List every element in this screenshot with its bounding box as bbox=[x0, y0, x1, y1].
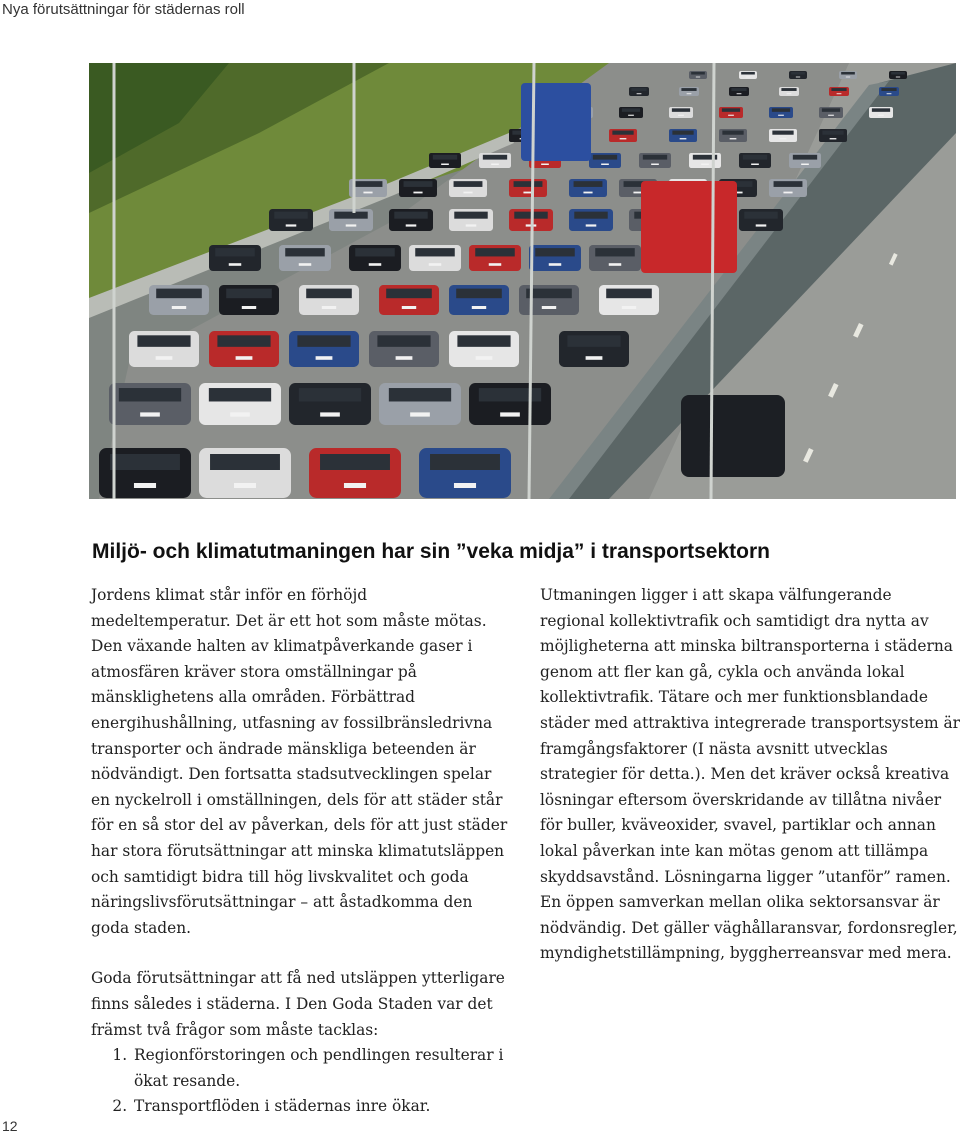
license-plate-shape bbox=[463, 192, 472, 194]
license-plate-shape bbox=[134, 483, 156, 488]
license-plate-shape bbox=[344, 483, 366, 488]
car-window-shape bbox=[334, 212, 367, 219]
bus-shape bbox=[521, 83, 591, 161]
car-window-shape bbox=[822, 108, 840, 112]
car-window-shape bbox=[793, 155, 817, 160]
license-plate-shape bbox=[500, 412, 520, 416]
license-plate-shape bbox=[746, 77, 750, 78]
car-window-shape bbox=[433, 155, 457, 160]
car-window-shape bbox=[772, 131, 793, 135]
license-plate-shape bbox=[730, 138, 737, 139]
car-window-shape bbox=[285, 248, 325, 256]
license-plate-shape bbox=[583, 192, 592, 194]
license-plate-shape bbox=[472, 306, 486, 309]
car-window-shape bbox=[355, 248, 395, 256]
numbered-list bbox=[91, 1043, 511, 1120]
license-plate-shape bbox=[489, 263, 501, 266]
license-plate-shape bbox=[406, 224, 417, 226]
car-window-shape bbox=[479, 388, 541, 401]
license-plate-shape bbox=[402, 306, 416, 309]
car-window-shape bbox=[137, 335, 190, 347]
car-window-shape bbox=[881, 88, 896, 91]
right-paragraph: Utmaningen ligger i att skapa välfungerande regional kollektivtrafik och samtidigt dra nytta av möjligheterna att minska biltransporterna i städerna genom att fler kan gå, cykla och använda lokal kollektivtrafik. Tätare och mer funktionsblandade städer med attraktiva integrerade transportsystem är framgångsfaktorer (I nästa avsnitt utvecklas strategier för detta.). Men det kräver också kreativa lösningar eftersom överskridande av tillåtna nivåer för buller, kväveoxider, svavel, partiklar och annan lokal påverkan inte kan mötas genom att tillämpa skyddsavstånd. Lösningarna ligger ”utanför” ramen. En öppen samverkan mellan olika sektorsansvar är nödvändig. Det gäller väghållaransvar, fordonsregler, myndighetstillämpning, byggherreansvar med mera. bbox=[540, 586, 960, 963]
license-plate-shape bbox=[542, 306, 556, 309]
license-plate-shape bbox=[696, 77, 700, 78]
car-window-shape bbox=[320, 454, 390, 470]
license-plate-shape bbox=[242, 306, 256, 309]
license-plate-shape bbox=[156, 356, 173, 360]
car-window-shape bbox=[841, 72, 855, 75]
car-window-shape bbox=[475, 248, 515, 256]
car-window-shape bbox=[156, 289, 202, 299]
license-plate-shape bbox=[620, 138, 627, 139]
running-header: Nya förutsättningar för städernas roll bbox=[2, 1, 245, 18]
car-window-shape bbox=[454, 212, 487, 219]
license-plate-shape bbox=[628, 115, 634, 116]
license-plate-shape bbox=[678, 115, 684, 116]
car-window-shape bbox=[593, 155, 617, 160]
license-plate-shape bbox=[737, 93, 742, 94]
license-plate-shape bbox=[363, 192, 372, 194]
page-number: 12 bbox=[2, 1118, 18, 1134]
license-plate-shape bbox=[299, 263, 311, 266]
license-plate-shape bbox=[837, 93, 842, 94]
license-plate-shape bbox=[728, 115, 734, 116]
traffic-photo bbox=[89, 63, 956, 499]
car-window-shape bbox=[567, 335, 620, 347]
license-plate-shape bbox=[586, 356, 603, 360]
license-plate-shape bbox=[466, 224, 477, 226]
car-window-shape bbox=[744, 212, 777, 219]
car-window-shape bbox=[215, 248, 255, 256]
car-window-shape bbox=[217, 335, 270, 347]
car-window-shape bbox=[612, 131, 633, 135]
license-plate-shape bbox=[410, 412, 430, 416]
car-window-shape bbox=[483, 155, 507, 160]
license-plate-shape bbox=[796, 77, 800, 78]
license-plate-shape bbox=[687, 93, 692, 94]
license-plate-shape bbox=[316, 356, 333, 360]
license-plate-shape bbox=[637, 93, 642, 94]
car-window-shape bbox=[306, 289, 352, 299]
car-window-shape bbox=[772, 108, 790, 112]
car-window-shape bbox=[209, 388, 271, 401]
car-window-shape bbox=[631, 88, 646, 91]
car-window-shape bbox=[672, 131, 693, 135]
car-window-shape bbox=[457, 335, 510, 347]
car-window-shape bbox=[354, 181, 383, 187]
car-window-shape bbox=[743, 155, 767, 160]
article-heading: Miljö- och klimatutmaningen har sin ”veka midja” i transportsektorn bbox=[92, 540, 770, 563]
car-window-shape bbox=[404, 181, 433, 187]
car-window-shape bbox=[535, 248, 575, 256]
left-paragraph-1: Jordens klimat står inför en förhöjd medeltemperatur. Det är ett hot som måste mötas. Den växande halten av klimatpåverkande gaser i atmosfären kräver stora omställningar på mänsklighetens alla områden. Förbättrad energihushållning, utfasning av fossilbränsledrivna transporter och ändrade mänskliga beteenden är nödvändigt. Den fortsatta stadsutvecklingen spelar en nyckelroll i omställningen, dels för att städer står för en så stor del av påverkan, dels för att just städer har stora förutsättningar att minska klimatutsläppen och samtidigt bidra till hög livskvalitet och goda näringslivsförutsättningar – att åstadkomma den goda staden. bbox=[91, 586, 508, 937]
car-window-shape bbox=[595, 248, 635, 256]
license-plate-shape bbox=[369, 263, 381, 266]
car-window-shape bbox=[791, 72, 805, 75]
license-plate-shape bbox=[234, 483, 256, 488]
license-plate-shape bbox=[549, 263, 561, 266]
license-plate-shape bbox=[783, 192, 792, 194]
car-window-shape bbox=[781, 88, 796, 91]
license-plate-shape bbox=[140, 412, 160, 416]
car-window-shape bbox=[454, 181, 483, 187]
license-plate-shape bbox=[896, 77, 900, 78]
car-window-shape bbox=[389, 388, 451, 401]
car-window-shape bbox=[722, 108, 740, 112]
car-window-shape bbox=[731, 88, 746, 91]
car-shape bbox=[681, 395, 785, 477]
license-plate-shape bbox=[429, 263, 441, 266]
car-window-shape bbox=[672, 108, 690, 112]
license-plate-shape bbox=[541, 164, 549, 166]
car-window-shape bbox=[622, 108, 640, 112]
license-plate-shape bbox=[346, 224, 357, 226]
license-plate-shape bbox=[609, 263, 621, 266]
license-plate-shape bbox=[756, 224, 767, 226]
license-plate-shape bbox=[887, 93, 892, 94]
car-window-shape bbox=[722, 131, 743, 135]
list-item: 2. Transportflöden i städernas inre ökar. bbox=[132, 1094, 511, 1120]
car-window-shape bbox=[377, 335, 430, 347]
license-plate-shape bbox=[454, 483, 476, 488]
car-window-shape bbox=[456, 289, 502, 299]
license-plate-shape bbox=[286, 224, 297, 226]
license-plate-shape bbox=[828, 115, 834, 116]
car-window-shape bbox=[774, 181, 803, 187]
car-window-shape bbox=[210, 454, 280, 470]
car-window-shape bbox=[226, 289, 272, 299]
license-plate-shape bbox=[780, 138, 787, 139]
license-plate-shape bbox=[491, 164, 499, 166]
car-window-shape bbox=[415, 248, 455, 256]
car-window-shape bbox=[299, 388, 361, 401]
car-window-shape bbox=[822, 131, 843, 135]
license-plate-shape bbox=[878, 115, 884, 116]
license-plate-shape bbox=[413, 192, 422, 194]
right-column bbox=[540, 583, 960, 967]
car-window-shape bbox=[119, 388, 181, 401]
license-plate-shape bbox=[229, 263, 241, 266]
car-window-shape bbox=[274, 212, 307, 219]
license-plate-shape bbox=[787, 93, 792, 94]
car-window-shape bbox=[386, 289, 432, 299]
left-paragraph-2: Goda förutsättningar att få ned utsläppen ytterligare finns således i städerna. I Den Goda Staden var det främst två frågor som måste tacklas: bbox=[91, 969, 505, 1039]
license-plate-shape bbox=[651, 164, 659, 166]
car-window-shape bbox=[574, 181, 603, 187]
license-plate-shape bbox=[320, 412, 340, 416]
car-window-shape bbox=[681, 88, 696, 91]
license-plate-shape bbox=[830, 138, 837, 139]
car-window-shape bbox=[430, 454, 500, 470]
license-plate-shape bbox=[701, 164, 709, 166]
car-window-shape bbox=[606, 289, 652, 299]
car-window-shape bbox=[891, 72, 905, 75]
car-window-shape bbox=[643, 155, 667, 160]
car-window-shape bbox=[574, 212, 607, 219]
license-plate-shape bbox=[751, 164, 759, 166]
license-plate-shape bbox=[846, 77, 850, 78]
license-plate-shape bbox=[230, 412, 250, 416]
car-window-shape bbox=[514, 181, 543, 187]
license-plate-shape bbox=[778, 115, 784, 116]
license-plate-shape bbox=[586, 224, 597, 226]
left-column bbox=[91, 583, 511, 1120]
license-plate-shape bbox=[801, 164, 809, 166]
car-window-shape bbox=[872, 108, 890, 112]
car-window-shape bbox=[526, 289, 572, 299]
car-window-shape bbox=[831, 88, 846, 91]
license-plate-shape bbox=[172, 306, 186, 309]
license-plate-shape bbox=[622, 306, 636, 309]
license-plate-shape bbox=[236, 356, 253, 360]
car-window-shape bbox=[741, 72, 755, 75]
license-plate-shape bbox=[601, 164, 609, 166]
car-window-shape bbox=[691, 72, 705, 75]
list-item: 1. Regionförstoringen och pendlingen resulterar i ökat resande. bbox=[132, 1043, 511, 1094]
truck-shape bbox=[641, 181, 737, 273]
license-plate-shape bbox=[476, 356, 493, 360]
car-window-shape bbox=[110, 454, 180, 470]
car-window-shape bbox=[394, 212, 427, 219]
license-plate-shape bbox=[396, 356, 413, 360]
car-window-shape bbox=[297, 335, 350, 347]
license-plate-shape bbox=[680, 138, 687, 139]
license-plate-shape bbox=[322, 306, 336, 309]
license-plate-shape bbox=[441, 164, 449, 166]
